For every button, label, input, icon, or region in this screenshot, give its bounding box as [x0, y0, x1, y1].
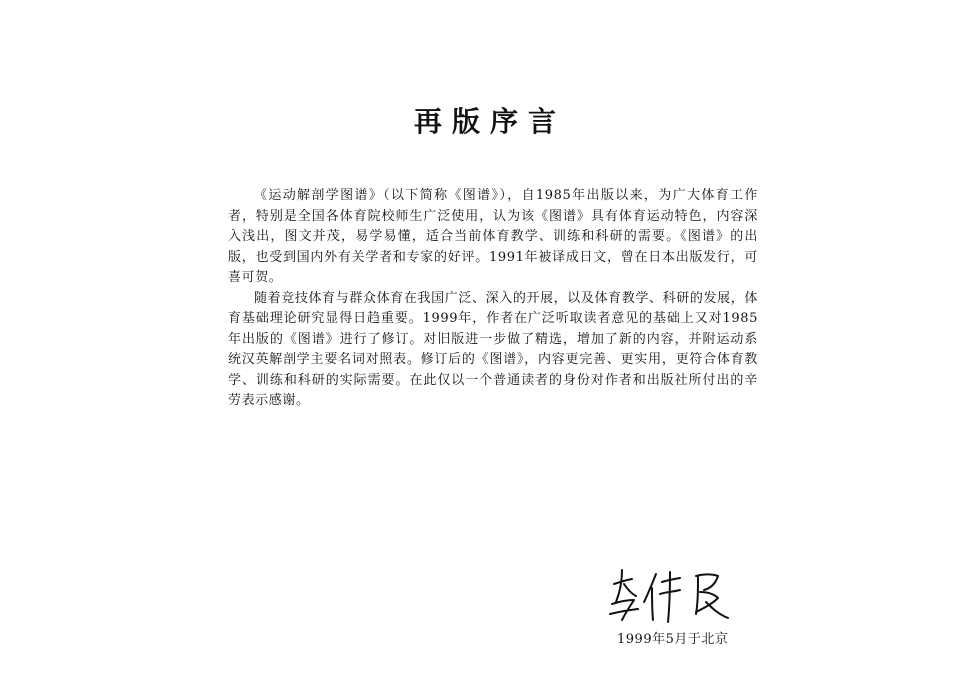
- handwritten-signature: [600, 562, 740, 628]
- paragraph-2: 随着竞技体育与群众体育在我国广泛、深入的开展，以及体育教学、科研的发展，体育基础理论研究显得日趋重要。1999年，作者在广泛听取读者意见的基础上又对1985年出版的《图谱》进行了修订。对旧版进一步做了精选，增加了新的内容，并附运动系统汉英解剖学主要名词对照表。修订后的《图谱》，内容更完善、更实用，更符合体育教学、训练和科研的实际需要。在此仅以一个普通读者的身份对作者和出版社所付出的辛劳表示感谢。: [228, 290, 758, 408]
- page-title: 再版序言: [413, 105, 566, 138]
- date-location-line: 1999年5月于北京: [617, 632, 729, 647]
- paragraph-1: 《运动解剖学图谱》（以下简称《图谱》），自1985年出版以来，为广大体育工作者，特别是全国各体育院校师生广泛使用，认为该《图谱》具有体育运动特色，内容深入浅出，图文并茂，易学易懂，适合当前体育教学、训练和科研的需要。《图谱》的出版，也受到国内外有关学者和专家的好评。1991年被译成日文，曾在日本出版发行，可喜可贺。: [228, 188, 758, 285]
- preface-body: [228, 186, 758, 412]
